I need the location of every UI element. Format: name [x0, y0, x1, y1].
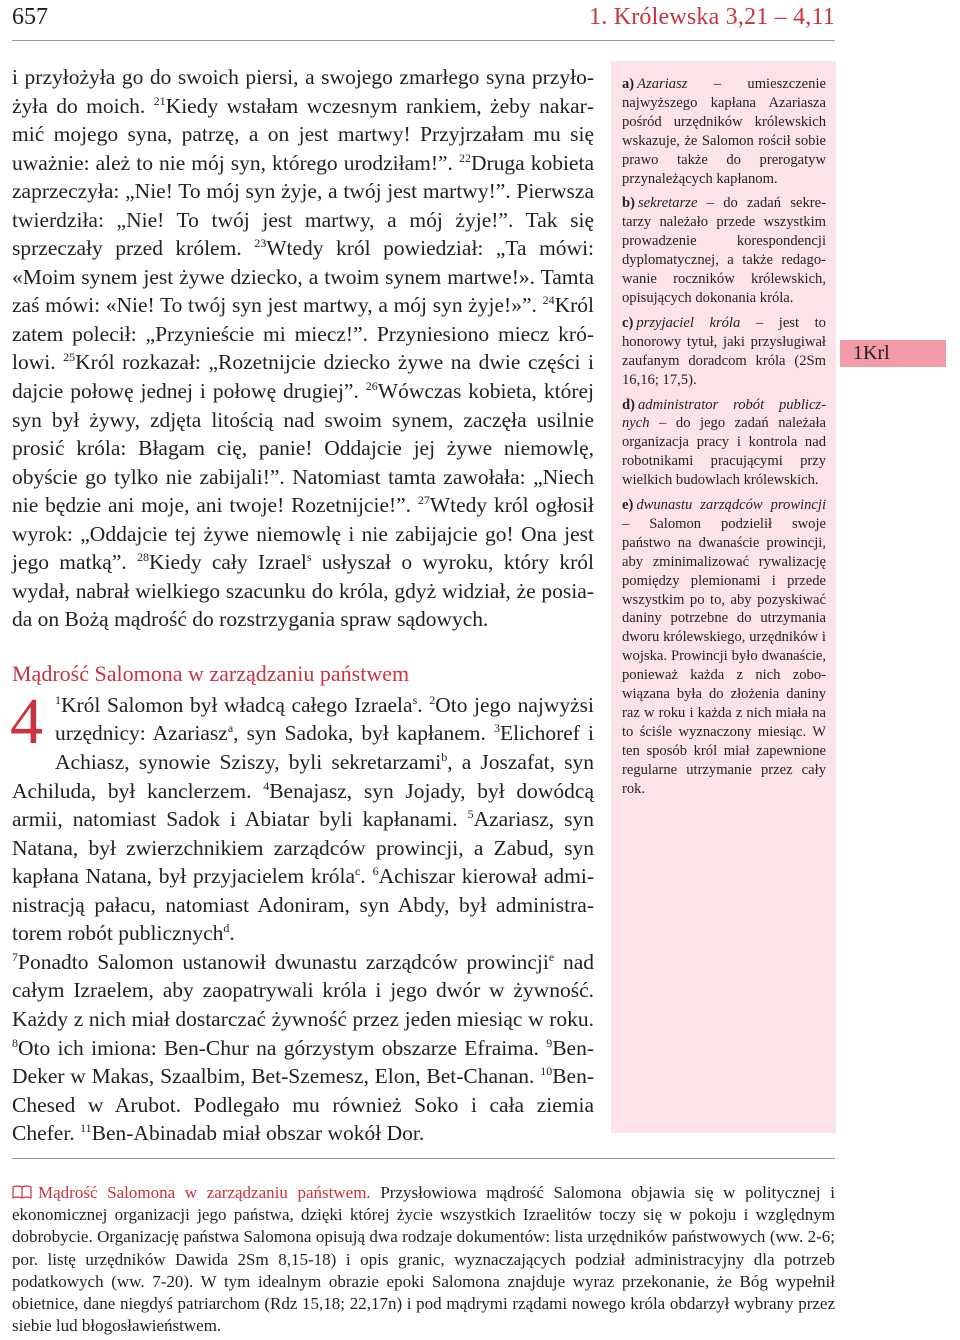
verse-number: 23 [254, 236, 267, 251]
note-term: dwunastu zarządców prowincji [636, 497, 826, 514]
note-term: administrator robót publicznych [622, 396, 826, 432]
note-marker: s [306, 550, 312, 565]
note-text: – umieszczenie najwyższego kapłana Azariasza pośród urzędników królewskich wskazuje, że Salomon rościł sobie prawo także do prerogatyw przynależących kapłanom. [622, 76, 826, 187]
chapter-number: 4 [10, 684, 43, 758]
page-number: 657 [12, 4, 48, 30]
note-item [622, 194, 826, 307]
header-rule [12, 40, 835, 41]
verse-number: 21 [153, 93, 166, 108]
main-text [12, 63, 594, 1148]
running-head: 1. Królewska 3,21 – 4,11 [589, 4, 835, 30]
verse-number: 3 [493, 721, 500, 736]
note-term: przyjaciel króla [636, 314, 741, 331]
footnote-title: Mądrość Salomona w zarządzaniu państwem. [38, 1183, 371, 1202]
note-item [622, 314, 826, 390]
verse-number: 28 [137, 550, 150, 565]
verse-number: 27 [417, 493, 430, 508]
note-text: – do jego zadań należała organizacja pracy i kontrola nad robotnikami pracującymi przy wielkich budowlach królewskich. [622, 415, 826, 489]
verse-number: 8 [12, 1035, 18, 1050]
book-tab: 1Krl [840, 340, 946, 367]
verse-number: 22 [458, 150, 471, 165]
note-label: a) [622, 76, 635, 92]
note-marker: s [412, 692, 418, 707]
footnote [12, 1182, 835, 1337]
footnote-rule [12, 1158, 835, 1159]
verse-number: 10 [540, 1064, 553, 1079]
verse-number: 7 [12, 949, 18, 964]
paragraph-text: $^1$Król Salomon był władcą całego Izraela$^s$. $^2$Oto jego najwyżsi urzędnicy: Azariasz$^a$, syn Sadoka, był kapłanem. $^3$Elichoref i Achiasz, synowie Sziszy, byli sekretarzami$^b$, a Joszafat, syn Achiluda, był kanclerzem. $^4$Benajasz, syn Jojady, był dowódcą armii, natomiast Sadok i Abiatar byli kapłanami. $^5$Azariasz, syn Natana, był zwierzchnikiem zarządców prowincji, a Zabud, syn kapłana Natana, był przyjacielem króla$^c$. $^6$Achiszar kierował administracją pałacu, natomiast Adoniram, syn Abdy, był administratorem robót publicznych$^d$. [12, 692, 594, 946]
note-term: Azariasz [637, 76, 688, 92]
note-label: e) [622, 497, 634, 514]
note-label: d) [622, 396, 635, 413]
paragraph [10, 684, 594, 948]
note-text: – Salomon podzielił swoje państwo na dwanaście prowincji, aby zminimalizować rywalizację pomiędzy plemionami i przede wszystkim po to, aby pozyskiwać daniny potrzebne do utrzymania dworu królewskiego, urzędników i wojska. Prowincji było dwanaście, ponieważ każda z nich zobowiązana była do złożenia daniny raz w roku i każda z nich miała na to ściśle wyznaczony miesiąc. W ten sposób król miał zapewnione regularne utrzymanie przez cały rok. [622, 515, 826, 797]
note-label: b) [622, 195, 635, 212]
note-label: c) [622, 314, 634, 331]
paragraph: i przyłożyła go do swoich piersi, a swojego zmarłego syna przyłożyła do moich. $^{21}$Kiedy wstałam wczesnym rankiem, żeby nakarmić mojego syna, patrzę, a on jest martwy! Przyjrzałam mu się uważnie: ależ to nie mój syn, którego urodziłam!”. $^{22}$Druga kobieta zaprzeczyła: „Nie! To mój syn żyje, a twój jest martwy!”. Pierwsza twierdziła: „Nie! To twój jest martwy, a mój żyje!”. Tak się sprzeczały przed królem. $^{23}$Wtedy król powiedział: „Ta mówi: «Moim synem jest żywe dziecko, a twoim synem martwe!». Tamta zaś mówi: «Nie! To twój syn jest martwy, a mój syn żyje!»”. $^{24}$Król zatem polecił: „Przynieście mi miecz!”. Przyniesiono miecz królowi. $^{25}$Król rozkazał: „Rozetnijcie dziecko żywe na dwie części i dajcie połowę jednej i połowę drugiej”. $^{26}$Wówczas kobieta, której syn był żywy, zdjęta litością nad swoim synem, zaczęła usilnie prosić króla: Błagam cię, panie! Oddajcie jej żywe niemowlę, obyście go tylko nie zabijali!”. Natomiast tamta zawołała: „Niech nie będzie ani moje, ani twoje! Rozetnijcie!”. $^{27}$Wtedy król ogłosił wyrok: „Oddajcie tej żywe niemowlę i nie zabijajcie go! Ona jest jego matką”. $^{28}$Kiedy cały Izrael$^s$ usłyszał o wyroku, który król wydał, nabrał wielkiego szacunku do króla, gdyż widział, że posiada on Bożą mądrość do rozstrzygania spraw sądowych. [12, 65, 595, 632]
verse-number: 9 [546, 1035, 553, 1050]
note-text: – do zadań sekretarzy należało przede wszystkim prowadzenie korespondencji dyplomatycznej, a także redagowanie roczników królewskich, opisujących dokonania króla. [622, 195, 826, 306]
section-title: Mądrość Salomona w zarządzaniu państwem [12, 660, 410, 686]
note-marker: c [355, 864, 361, 879]
note-marker: a [227, 721, 234, 736]
verse-number: 26 [365, 379, 378, 394]
note-marker: b [441, 750, 448, 765]
verse-number: 6 [372, 864, 379, 879]
verse-number: 25 [63, 350, 76, 365]
notes-list [622, 75, 826, 805]
verse-number: 2 [429, 692, 436, 707]
note-item [622, 396, 826, 491]
verse-number: 5 [467, 807, 474, 822]
verse-number: 11 [80, 1121, 92, 1136]
verse-number: 24 [542, 293, 555, 308]
note-term: sekretarze [637, 195, 698, 212]
book-icon [12, 1183, 32, 1197]
note-marker: d [223, 921, 230, 936]
verse-number: 4 [263, 778, 270, 793]
note-item [622, 75, 826, 188]
verse-number: 1 [55, 692, 61, 707]
paragraph: $^7$Ponadto Salomon ustanowił dwunastu zarządców prowincji$^e$ nad całym Izraelem, aby zaopatrywali króla i jego dwór w żywność. Każdy z nich miał dostarczać żywność przez jeden miesiąc w roku. $^8$Oto ich imiona: Ben-Chur na górzystym obszarze Efraima. $^9$Ben-Deker w Makas, Szaalbim, Bet-Szemesz, Elon, Bet-Chanan. $^{10}$Ben-Chesed w Arubot. Podlegało mu również Soko i cała ziemia Chefer. $^{11}$Ben-Abinadab miał obszar wokół Dor. [12, 949, 594, 1146]
note-text: – jest to honorowy tytuł, jaki przysługiwał zaufanym doradcom króla (2Sm 16,16; 17,5). [622, 314, 826, 388]
note-marker: e [548, 949, 555, 964]
footnote-text: Przysłowiowa mądrość Salomona objawia się w politycznej i ekonomicznej organizacji jego państwa, dzięki której życie wszystkich Izraelitów toczy się w pokoju i względnym dobrobycie. Organizację państwa Salomona opisują dwa rodzaje dokumentów: lista urzędników państwowych (ww. 2-6; por. listę urzędników Dawida 2Sm 8,15-18) i opis granic, wyznaczających podział administracyjny dla potrzeb podatkowych (ww. 7-20). W tym idealnym obrazie epoki Salomona znajduje wyraz przekonanie, że Bóg wypełnił obietnice, dane niegdyś patriarchom (Rdz 15,18; 22,17n) i pod mądrymi rządami nowego króla obdarzył wybrany przez siebie lud błogosławieństwem. [12, 1183, 835, 1336]
note-item [622, 496, 826, 799]
